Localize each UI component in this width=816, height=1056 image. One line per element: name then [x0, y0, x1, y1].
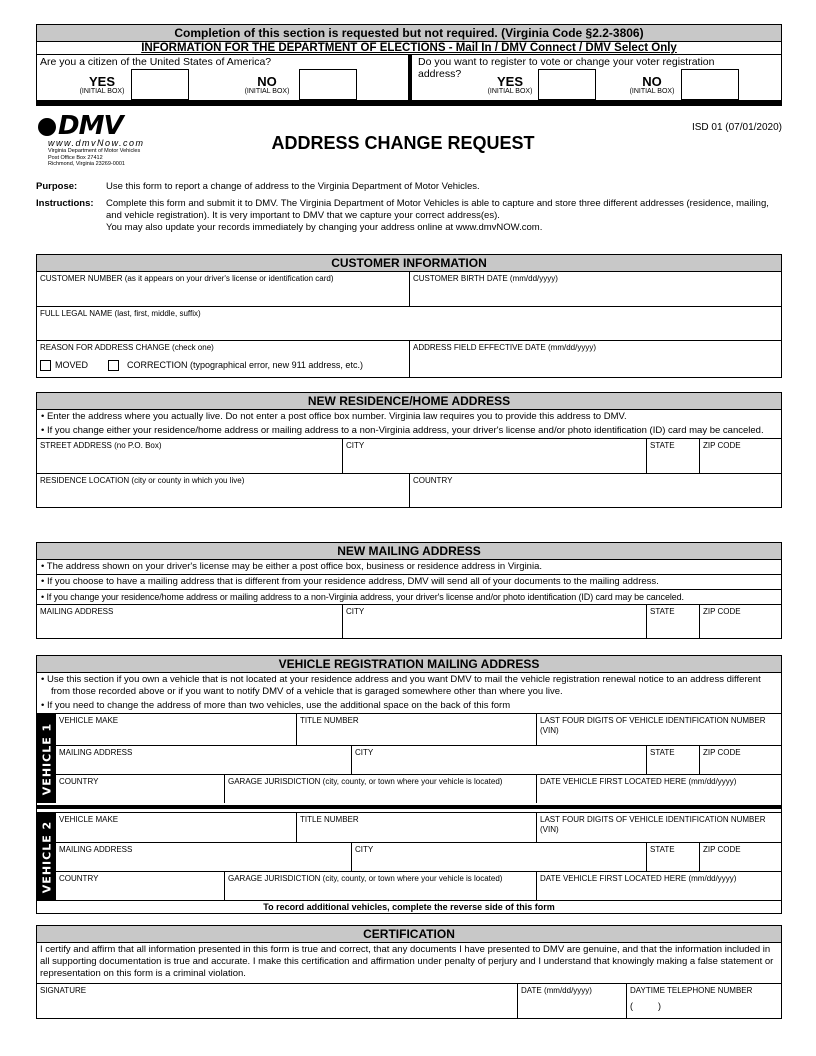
- state-field[interactable]: STATE: [646, 746, 699, 774]
- country-field[interactable]: COUNTRY: [59, 777, 99, 786]
- divider: [36, 101, 782, 106]
- logo-mark: DMV: [38, 114, 145, 138]
- mailing-address-field[interactable]: MAILING ADDRESS: [59, 748, 133, 757]
- certification-section: [36, 925, 782, 1019]
- country-field[interactable]: COUNTRY: [409, 474, 781, 507]
- date-located-field[interactable]: DATE VEHICLE FIRST LOCATED HERE (mm/dd/yyyy): [536, 775, 781, 803]
- initial-box-label: (INITIAL BOX): [629, 88, 675, 95]
- online-text: You may also update your records immediately by changing your address online at www.dmvNOW.com.: [106, 222, 543, 233]
- citizen-no-initial-box[interactable]: [299, 69, 357, 100]
- vehicle-bullet: • If you need to change the address of more than two vehicles, use the additional space on the back of this form: [41, 700, 511, 711]
- mailing-address-field[interactable]: MAILING ADDRESS: [40, 607, 114, 616]
- effective-date-field[interactable]: ADDRESS FIELD EFFECTIVE DATE (mm/dd/yyyy): [409, 341, 781, 377]
- phone-field[interactable]: [626, 984, 781, 1018]
- zip-field[interactable]: ZIP CODE: [699, 746, 781, 774]
- correction-checkbox[interactable]: [108, 360, 119, 371]
- agency-name: Virginia Department of Motor Vehicles: [48, 148, 141, 154]
- reason-label: REASON FOR ADDRESS CHANGE (check one): [40, 343, 214, 352]
- initial-box-label: (INITIAL BOX): [79, 88, 125, 95]
- vehicle-bullet: • Use this section if you own a vehicle that is not located at your residence address and you want DMV to mail the vehicle registration renewal notice to an address different from those recorded above or if you want to notify DMV of a vehicle that is garaged somewhere other than where you live.: [41, 674, 761, 697]
- moved-label: MOVED: [55, 360, 89, 370]
- vehicle-make-field[interactable]: VEHICLE MAKE: [59, 716, 119, 725]
- vehicle-footer: To record additional vehicles, complete the reverse side of this form: [37, 900, 781, 913]
- yes-label: YES: [496, 74, 523, 89]
- state-field[interactable]: STATE: [646, 843, 699, 871]
- voter-no-initial-box[interactable]: [681, 69, 739, 100]
- customer-section: [36, 254, 782, 378]
- voter-yes-initial-box[interactable]: [538, 69, 596, 100]
- zip-field[interactable]: ZIP CODE: [699, 439, 781, 473]
- title-number-field[interactable]: TITLE NUMBER: [296, 813, 536, 842]
- elections-title: INFORMATION FOR THE DEPARTMENT OF ELECTIONS - Mail In / DMV Connect / DMV Select Only: [37, 42, 781, 55]
- garage-jurisdiction-field[interactable]: GARAGE JURISDICTION (city, county, or town where your vehicle is located): [224, 872, 536, 900]
- mailing-bullet: • If you change your residence/home address or mailing address to a non-Virginia address, your driver's license and/or photo identification (ID) card may be canceled.: [41, 592, 684, 602]
- no-label: NO: [257, 74, 277, 89]
- customer-number-field[interactable]: CUSTOMER NUMBER (as it appears on your driver's license or identification card): [40, 274, 334, 283]
- elections-banner: Completion of this section is requested but not required. (Virginia Code §2.2-3806): [37, 25, 781, 42]
- correction-label: CORRECTION (typographical error, new 911 address, etc.): [127, 360, 363, 370]
- country-field[interactable]: COUNTRY: [59, 874, 99, 883]
- citizen-yes-initial-box[interactable]: [131, 69, 189, 100]
- page-title: ADDRESS CHANGE REQUEST: [271, 133, 535, 153]
- logo-url: www.dmvNow.com: [48, 138, 145, 148]
- zip-field[interactable]: ZIP CODE: [699, 843, 781, 871]
- moved-checkbox[interactable]: [40, 360, 51, 371]
- birth-date-field[interactable]: CUSTOMER BIRTH DATE (mm/dd/yyyy): [409, 272, 781, 306]
- mailing-section: [36, 542, 782, 639]
- full-name-field[interactable]: FULL LEGAL NAME (last, first, middle, suffix): [40, 309, 201, 318]
- vehicle-1-label: VEHICLE 1: [40, 722, 53, 795]
- date-field[interactable]: DATE (mm/dd/yyyy): [517, 984, 626, 1018]
- state-field[interactable]: STATE: [646, 439, 699, 473]
- residence-bullet: • Enter the address where you actually live. Do not enter a post office box number. Virginia law requires you to provide this address to DMV.: [41, 411, 627, 422]
- instructions-text: Complete this form and submit it to DMV. The Virginia Department of Motor Vehicles is able to capture and store three different addresses (residence, mailing, and vehicle registration). It is very important to DMV that we capture your correct address(es).: [106, 198, 769, 221]
- vehicle-make-field[interactable]: VEHICLE MAKE: [59, 815, 119, 824]
- residence-location-field[interactable]: RESIDENCE LOCATION (city or county in which you live): [40, 476, 245, 485]
- city-field[interactable]: CITY: [351, 746, 646, 774]
- residence-title: NEW RESIDENCE/HOME ADDRESS: [37, 393, 781, 410]
- title-number-field[interactable]: TITLE NUMBER: [296, 714, 536, 745]
- vehicle-title: VEHICLE REGISTRATION MAILING ADDRESS: [37, 656, 781, 673]
- vehicle-section: [36, 655, 782, 914]
- residence-section: [36, 392, 782, 508]
- garage-jurisdiction-field[interactable]: GARAGE JURISDICTION (city, county, or town where your vehicle is located): [224, 775, 536, 803]
- initial-box-label: (INITIAL BOX): [244, 88, 290, 95]
- state-field[interactable]: STATE: [646, 605, 699, 638]
- mailing-title: NEW MAILING ADDRESS: [37, 543, 781, 560]
- city-field[interactable]: CITY: [351, 843, 646, 871]
- form-id: ISD 01 (07/01/2020): [691, 122, 782, 133]
- area-code-parens: ( ): [630, 1001, 661, 1011]
- no-label: NO: [642, 74, 662, 89]
- mailing-bullet: • The address shown on your driver's license may be either a post office box, business or residence address in Virginia.: [37, 560, 781, 575]
- yes-label: YES: [88, 74, 115, 89]
- mailing-bullet: • If you choose to have a mailing address that is different from your residence address, DMV will send all of your documents to the mailing address.: [37, 575, 781, 590]
- signature-field[interactable]: SIGNATURE: [40, 986, 87, 995]
- vehicle-1-block: [37, 713, 781, 803]
- citizen-question: Are you a citizen of the United States of America?: [40, 56, 272, 68]
- vehicle-2-block: [37, 813, 781, 900]
- customer-title: CUSTOMER INFORMATION: [37, 255, 781, 272]
- mailing-address-field[interactable]: MAILING ADDRESS: [59, 845, 133, 854]
- phone-label: DAYTIME TELEPHONE NUMBER: [630, 986, 753, 995]
- purpose-label: Purpose:: [36, 181, 78, 192]
- residence-bullet: • If you change either your residence/home address or mailing address to a non-Virginia address, your driver's license and/or photo identification (ID) card may be canceled.: [41, 425, 764, 436]
- dmv-logo: [38, 111, 145, 168]
- initial-box-label: (INITIAL BOX): [487, 88, 533, 95]
- city-field[interactable]: CITY: [342, 439, 646, 473]
- vin-field[interactable]: LAST FOUR DIGITS OF VEHICLE IDENTIFICATION NUMBER (VIN): [536, 714, 781, 745]
- vehicle-2-label: VEHICLE 2: [40, 820, 53, 893]
- certification-text: I certify and affirm that all information presented in this form is true and correct, that any documents I have presented to DMV are genuine, and that the information included in all supporting documentation is true and accurate. I make this certification and affirmation under penalty of perjury and I understand that knowingly making a false statement or representation on this form is a criminal violation.: [40, 944, 774, 979]
- purpose-text: Use this form to report a change of address to the Virginia Department of Motor Vehicles.: [106, 181, 480, 192]
- city-field[interactable]: CITY: [342, 605, 646, 638]
- certification-title: CERTIFICATION: [37, 926, 781, 943]
- po-box: Post Office Box 27412: [48, 154, 103, 161]
- instructions-label: Instructions:: [36, 198, 94, 209]
- vin-field[interactable]: LAST FOUR DIGITS OF VEHICLE IDENTIFICATION NUMBER (VIN): [536, 813, 781, 842]
- voter-question: Do you want to register to vote or change your voter registration address?: [418, 56, 715, 80]
- zip-field[interactable]: ZIP CODE: [699, 605, 781, 638]
- date-located-field[interactable]: DATE VEHICLE FIRST LOCATED HERE (mm/dd/yyyy): [536, 872, 781, 900]
- agency-city: Richmond, Virginia 23269-0001: [48, 161, 125, 167]
- elections-section: [36, 24, 782, 101]
- logo-swoosh-icon: [38, 118, 56, 136]
- street-address-field[interactable]: STREET ADDRESS (no P.O. Box): [40, 441, 162, 450]
